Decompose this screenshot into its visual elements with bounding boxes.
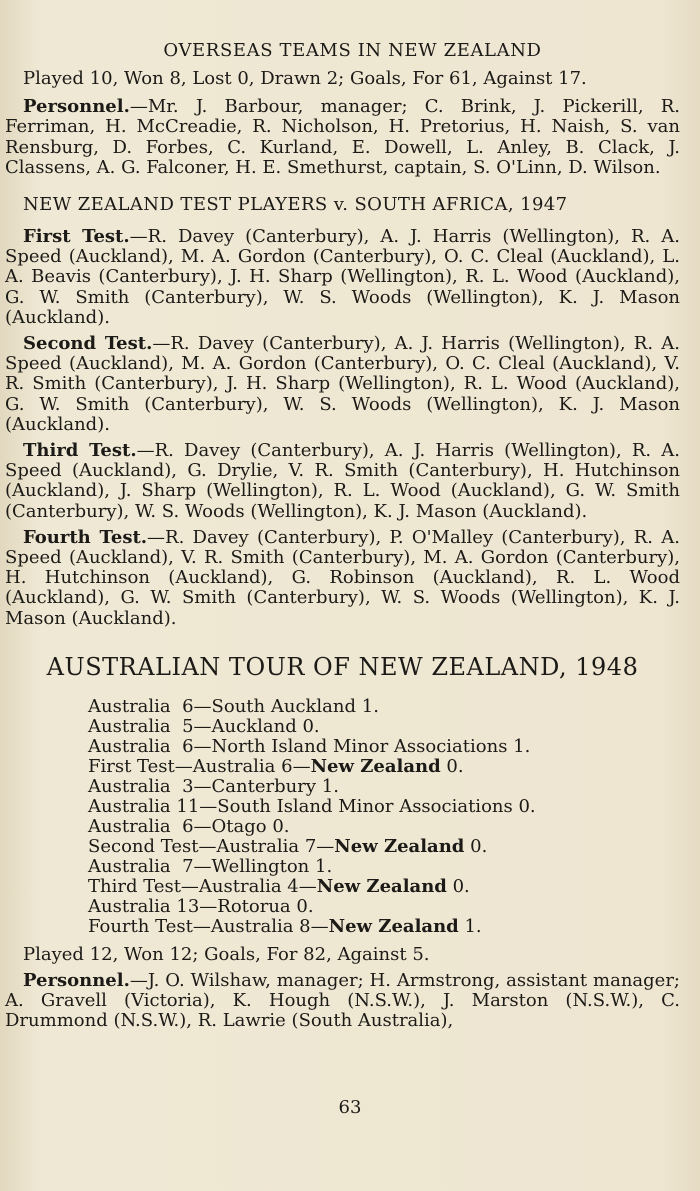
result-line: First Test—Australia 6—New Zealand 0. — [88, 755, 464, 777]
result-line: Third Test—Australia 4—New Zealand 0. — [88, 875, 470, 897]
test-lead: First Test. — [23, 226, 130, 248]
test-text: —R. Davey (Canterbury), A. J. Harris (Wellington), R. A. Speed (Auckland), G. Drylie, V. R. Smith (Canterbury), H. Hutchinson (Auckland), J. Sharp (Wellington), R. L. Wood (Auckland), G. W. Smith (Canterbury), W. S. Woods (Wellington), K. J. Mason (Auckland). — [5, 440, 680, 522]
running-head: OVERSEAS TEAMS IN NEW ZEALAND — [163, 40, 542, 61]
result-line: Fourth Test—Australia 8—New Zealand 1. — [88, 915, 482, 937]
results-list — [5, 697, 680, 937]
test-text: —R. Davey (Canterbury), P. O'Malley (Canterbury), R. A. Speed (Auckland), V. R. Smith (Canterbury), M. A. Gordon (Canterbury), H. Hutchinson (Auckland), G. Robinson (Auckland), R. L. Wood (Auckland), G. W. Smith (Canterbury), W. S. Woods (Wellington), K. J. Mason (Auckland). — [5, 526, 680, 629]
result-line: Second Test—Australia 7—New Zealand 0. — [88, 835, 488, 857]
test-lead: Third Test. — [23, 440, 137, 462]
page-number: 63 — [338, 1097, 362, 1118]
test-text: —R. Davey (Canterbury), A. J. Harris (Wellington), R. A. Speed (Auckland), M. A. Gordon (Canterbury), O. C. Cleal (Auckland), V. R. Smith (Canterbury), J. H. Sharp (Wellington), R. L. Wood (Auckland), G. W. Smith (Canterbury), W. S. Woods (Wellington), K. J. Mason (Auckland). — [5, 333, 680, 435]
personnel-text: —J. O. Wilshaw, manager; H. Armstrong, assistant manager; A. Gravell (Victoria), K. Hough (N.S.W.), J. Marston (N.S.W.), C. Drummond (N.S.W.), R. Lawrie (South Australia), — [5, 970, 680, 1032]
tour-record: Played 12, Won 12; Goals, For 82, Against 5. — [23, 943, 430, 965]
tour-heading: AUSTRALIAN TOUR OF NEW ZEALAND, 1948 — [46, 652, 639, 681]
section-heading: NEW ZEALAND TEST PLAYERS v. SOUTH AFRICA, 1947 — [23, 194, 568, 216]
test-team-paragraph — [5, 528, 680, 629]
personnel-lead: Personnel. — [23, 96, 130, 118]
personnel-paragraph — [5, 971, 680, 1032]
match-record: Played 10, Won 8, Lost 0, Drawn 2; Goals, For 61, Against 17. — [23, 68, 587, 89]
test-lead: Second Test. — [23, 333, 153, 355]
result-line: Australia 13—Rotorua 0. — [88, 895, 314, 917]
result-line: Australia 3—Canterbury 1. — [88, 775, 339, 797]
result-line: Australia 6—North Island Minor Associations 1. — [88, 735, 531, 757]
result-line: Australia 11—South Island Minor Associations 0. — [88, 795, 536, 817]
test-text: —R. Davey (Canterbury), A. J. Harris (Wellington), R. A. Speed (Auckland), M. A. Gordon (Canterbury), O. C. Cleal (Auckland), L. A. Beavis (Canterbury), J. H. Sharp (Wellington), R. L. Wood (Auckland), G. W. Smith (Canterbury), W. S. Woods (Wellington), K. J. Mason (Auckland). — [5, 226, 681, 328]
personnel-text: —Mr. J. Barbour, manager; C. Brink, J. Pickerill, R. Ferriman, H. McCreadie, R. Nicholson, H. Pretorius, H. Naish, S. van Rensburg, D. Forbes, C. Kurland, E. Dowell, L. Anley, B. Clack, J. Classens, A. G. Falconer, H. E. Smethurst, captain, S. O'Linn, D. Wilson. — [5, 96, 680, 178]
test-team-paragraph — [5, 441, 680, 522]
result-line: Australia 5—Auckland 0. — [88, 715, 320, 737]
personnel-paragraph — [5, 97, 680, 178]
test-team-paragraph — [5, 334, 680, 435]
result-line: Australia 6—South Auckland 1. — [88, 695, 379, 717]
test-lead: Fourth Test. — [23, 526, 148, 548]
test-team-paragraph — [5, 227, 680, 328]
result-line: Australia 7—Wellington 1. — [88, 855, 333, 877]
result-line: Australia 6—Otago 0. — [88, 815, 290, 837]
personnel-lead: Personnel. — [23, 970, 130, 992]
